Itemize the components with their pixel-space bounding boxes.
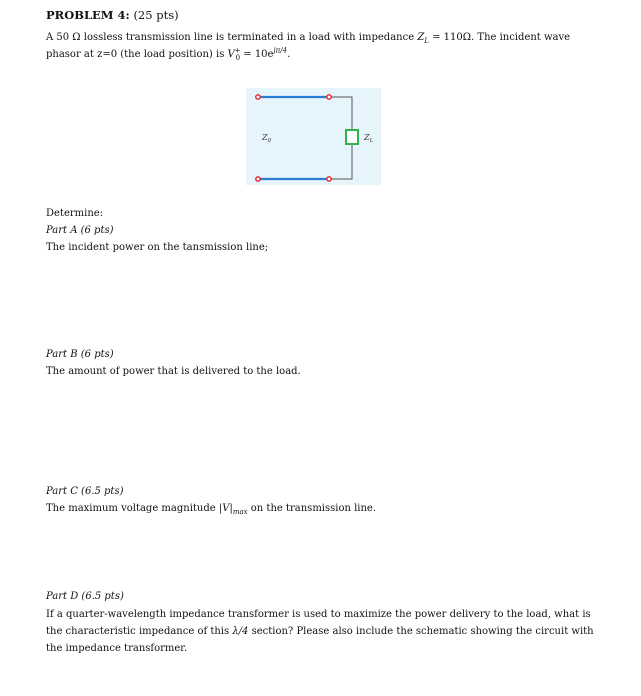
v-subscript: 0 [235,54,241,62]
part-d-text: the characteristic impedance of this [46,626,233,637]
statement-text: phasor at z=0 (the load position) is [46,49,228,60]
part-d-line1: If a quarter-wavelength impedance transformer is used to maximize the power delivery to the load, what is [46,609,591,620]
zl-diagram-symbol: Z [364,133,370,142]
z0-symbol: Z [262,133,268,142]
part-c-text [46,503,376,514]
part-c-text-end: on the transmission line. [247,503,377,514]
v-exponent: jπ/4 [273,46,288,55]
part-d-line2 [46,623,594,640]
circuit-svg [246,88,381,185]
part-a-title: Part A (6 pts) [46,225,114,236]
v-superscript: + [234,46,241,55]
statement-text: . [287,49,291,60]
lambda-over-four: λ/4 [232,626,249,637]
zl-diagram-subscript: L [369,138,374,144]
problem-statement-line2 [46,46,291,62]
v-magnitude: |V| [218,503,233,514]
part-a-text: The incident power on the tansmission line; [46,242,269,253]
v-symbol: V [227,49,235,60]
load-wire-bottom [329,144,352,179]
load-wire-top [329,97,352,130]
part-d-line3: the impedance transformer. [46,643,188,654]
z0-subscript: 0 [267,138,272,144]
zl-label [363,133,374,144]
circuit-diagram [246,88,381,185]
part-d-text: section? Please also include the schematic showing the circuit with [248,626,594,637]
problem-heading [46,8,179,22]
input-terminal-bottom [256,177,260,181]
determine-label: Determine: [46,208,104,219]
problem-points: (25 pts) [133,8,179,22]
load-terminal-bottom [327,177,331,181]
input-terminal-top [256,95,260,99]
statement-text: = 110Ω. The incident wave [428,32,571,43]
part-c-title: Part C (6.5 pts) [46,486,124,497]
zl-subscript: L [424,37,429,45]
part-b-title: Part B (6 pts) [46,349,114,360]
part-b-text: The amount of power that is delivered to the load. [46,366,301,377]
statement-text: A 50 Ω lossless transmission line is terminated in a load with impedance [46,32,418,43]
zl-symbol: Z [417,32,425,43]
load-terminal-top [327,95,331,99]
part-c-text-start: The maximum voltage magnitude [46,503,219,514]
z0-label [261,133,272,144]
problem-statement-line1 [46,32,570,43]
statement-text: = 10e [240,49,274,60]
problem-title: PROBLEM 4: [46,8,130,22]
max-subscript: max [232,508,248,516]
part-d-title: Part D (6.5 pts) [46,591,124,602]
load-impedance-box [346,130,358,144]
